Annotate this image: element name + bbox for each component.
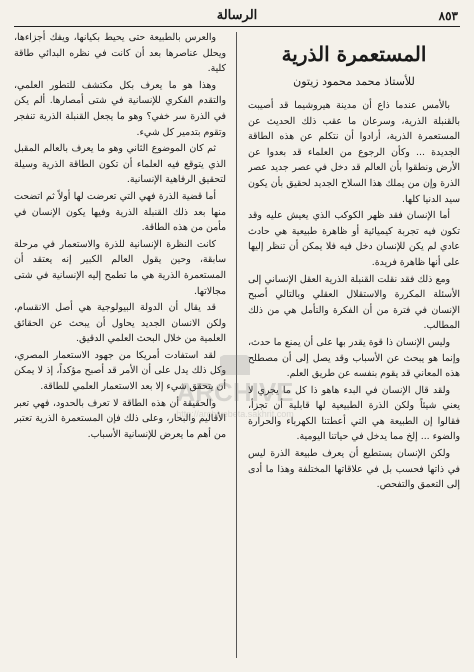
page-header	[14, 6, 460, 27]
page-number: ٨٥٣	[438, 9, 458, 23]
paragraph: والحقيقة أن هذه الطاقة لا تعرف بالحدود، فهي تعبر الأقاليم والبحار، وعلى ذلك فإن المستعمرة الذرية تعتبر من أهم ما يعرض للإنسانية الأسباب.	[14, 397, 226, 440]
watermark-text: ARCHIVE	[176, 377, 294, 407]
article-title: المستعمرة الذرية	[281, 42, 427, 66]
paragraph: والعرس بالطبيعة حتى يحيط بكيانها، ويفك أجزاءها، ويحلل عناصرها بعد أن كانت في نظره البدائي طاقة كلية.	[14, 32, 226, 75]
left-column	[14, 30, 226, 664]
paragraph: ومع ذلك فقد نقلت القنبلة الذرية العقل الإنساني إلى الأسئلة المكررة والاستقلال العقلي وبالتالي أصبح الإنسان في فترة من أن الفكرة والتأمل هي من ذلك المطالب.	[248, 273, 460, 332]
journal-name: الرسالة	[216, 8, 258, 23]
paragraph: أما الإنسان فقد ظهر الكوكب الذي يعيش عليه وقد تكون فيه تجربة كيميائية أو ظاهرة طبيعية هي حادث عادي لم يكن للإنسان دخل فيه فلا يمكن أن تنظر إليها على أنها ظاهرة فريدة.	[248, 210, 460, 268]
paragraph: ولكن الإنسان يستطيع أن يعرف طبيعة الذرة ليس في ذاتها فحسب بل في علاقاتها المختلفة وهذا ما أدى إلى التعمق والتفحص.	[248, 448, 460, 491]
right-column	[248, 30, 460, 664]
paragraph: قد يقال أن الدولة البيولوجية هي أصل الانقسام، ولكن الانسان الجديد يحاول أن يبحث عن الحقائق العلمية من خلال البحث العلمي الدقيق.	[14, 302, 226, 345]
paragraph: بالأمس عندما ذاع أن مدينة هيروشيما قد أصيبت بالقنبلة الذرية، وسرعان ما عقب ذلك الحديث عن المستعمرة الذرية، أرادوا أن نتكلم عن هذه الطاقة الجديدة ... وكأن الرجوع من العلماء قد بعدوا عن الأرض ونطقوا بأن العالم قد دخل في عصر جديد عصر الذرة وإن من يملك هذا السلاح الجديد لحقيق بأن يكون سيد الدنيا كلها.	[248, 100, 460, 205]
paragraph: ثم كان الموضوع الثاني وهو ما يعرف بالعالم المقبل الذي يتوقع فيه العلماء أن تكون الطاقة الذرية وسيلة لتحقيق الرفاهية الإنسانية.	[14, 143, 226, 186]
paragraph: لقد استفادت أمريكا من جهود الاستعمار المصري، وكل ذلك يدل على أن الأمر قد أصبح مؤكداً، إذ لا يمكن أن يتحقق شيء إلا بعد الاستعمار العلمي للطاقة.	[14, 349, 226, 393]
paragraph: كانت النظرة الإنسانية للذرة والاستعمار في مرحلة سابقة، وحين يقول العالم الكبير إنه يعتقد أن المستعمرة الذرية هي ما تطمح إليه الإنسانية في شتى مجالاتها.	[14, 238, 226, 297]
article-author: للأستاذ محمد محمود زيتون	[293, 75, 415, 88]
paragraph: أما قضية الذرة فهي التي تعرضت لها أولاً ثم اتضحت منها بعد ذلك القنبلة الذرية وفيها يكون الإنسان في مأمن من هذه الطاقة.	[14, 190, 226, 234]
paragraph: وهذا هو ما يعرف بكل مكتشف للتطور العلمي، والتقدم الفكري للإنسانية في شتى أمصارها. ألم يكن في الذرة سر خفي؟ وهو ما يجعل القنبلة الذرية تنفجر وتقوم بتدمير كل شيء.	[14, 79, 226, 138]
paragraph: ولقد قال الإنسان في البدء هاهو ذا كل ما يجري لا يعني شيئاً ولكن الذرة الطبيعية لها قابلية أن تجزأ، فقالوا إن الطبيعة هي التي أعطتنا الكهرباء والحرارة والضوء ... إلخ مما يدخل في حياتنا اليومية.	[248, 384, 460, 443]
column-divider	[236, 32, 237, 658]
article-columns	[14, 30, 460, 664]
paragraph: وليس الإنسان ذا قوة يقدر بها على أن يمنع ما حدث، وإنما هو يبحث عن الأسباب وقد يصل إلى أن مصطلح هذه المعاني قد يقوم بنفسه عن طريق العلم.	[248, 336, 460, 380]
watermark-url: http://archivebeta.sakhrit.com	[176, 409, 294, 419]
